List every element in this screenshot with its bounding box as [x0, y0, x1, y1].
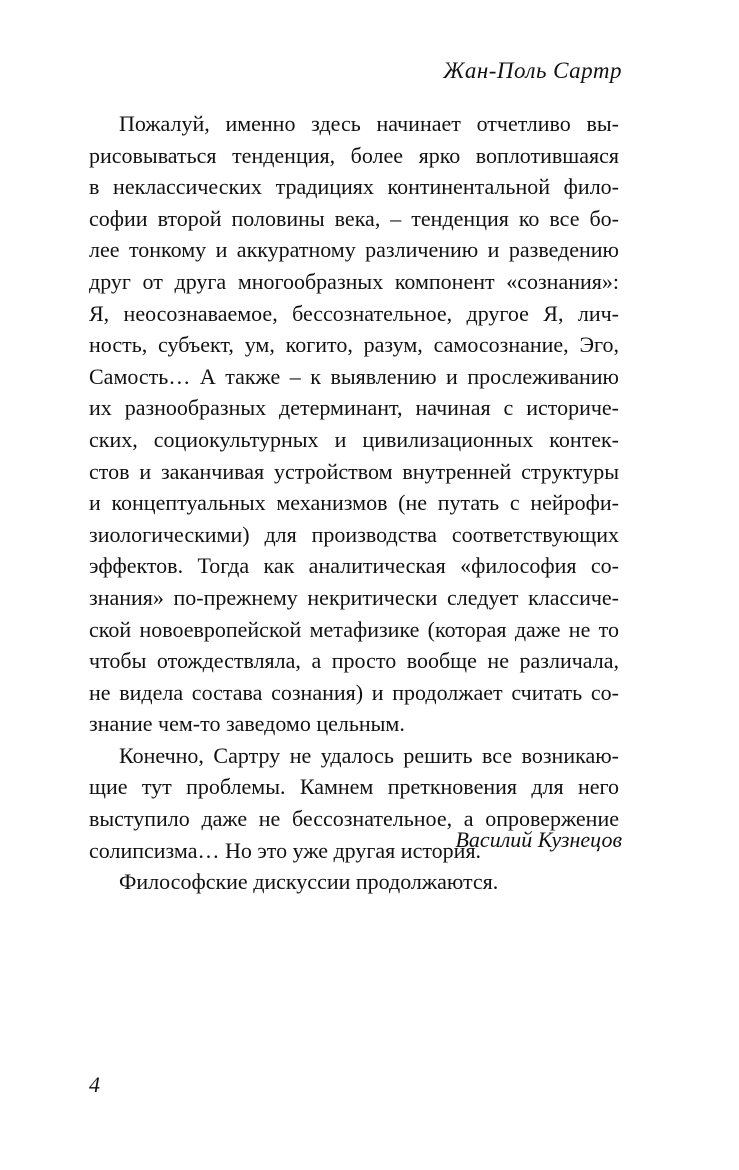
text-line: солипсизма… Но это уже другая история.: [89, 837, 482, 863]
paragraph: [89, 866, 619, 898]
text-line: знание чем-то заведомо цельным.: [89, 711, 405, 737]
body-text: [89, 108, 619, 898]
text-line: эффектов. Тогда как аналитическая «философия со-: [89, 553, 619, 579]
text-line: лее тонкому и аккуратному различению и разведению: [89, 237, 619, 263]
author-signature: Василий Кузнецов: [455, 827, 622, 852]
text-line: их разнообразных детерминант, начиная с историче-: [89, 395, 619, 421]
running-header: Жан-Поль Сартр: [443, 58, 622, 83]
paragraph: [89, 108, 619, 740]
text-line: Я, неосознаваемое, бессознательное, другое Я, лич-: [89, 300, 619, 326]
text-line: зиологическими) для производства соответствующих: [89, 521, 619, 547]
text-line: Пожалуй, именно здесь начинает отчетливо вы-: [119, 111, 619, 136]
text-line: не видела состава сознания) и продолжает считать со-: [89, 679, 619, 705]
text-line: Философские дискуссии продолжаются.: [119, 869, 499, 895]
text-line: в неклассических традициях континентальной фило-: [89, 174, 619, 200]
text-line: друг от друга многообразных компонент «сознания»:: [89, 268, 619, 294]
text-line: ских, социокультурных и цивилизационных контек-: [89, 426, 619, 452]
text-line: Самость… А также – к выявлению и прослеживанию: [89, 363, 619, 389]
text-line: щие тут проблемы. Камнем преткновения для него: [89, 774, 619, 800]
page-number: 4: [89, 1072, 100, 1097]
text-line: и концептуальных механизмов (не путать с нейрофи-: [89, 490, 619, 516]
text-line: знания» по-прежнему некритически следует классиче-: [89, 584, 619, 610]
text-line: стов и заканчивая устройством внутренней структуры: [89, 458, 619, 484]
text-line: чтобы отождествляла, а просто вообще не различала,: [89, 648, 619, 674]
text-line: рисовываться тенденция, более ярко воплотившаяся: [89, 142, 619, 168]
text-line: выступило даже не бессознательное, а опровержение: [89, 806, 619, 832]
text-line: ность, субъект, ум, когито, разум, самосознание, Эго,: [89, 332, 619, 358]
text-line: ской новоевропейской метафизике (которая даже не то: [89, 616, 619, 642]
text-line: Конечно, Сартру не удалось решить все возникаю-: [119, 742, 619, 768]
text-line: софии второй половины века, – тенденция ко все бо-: [89, 205, 619, 231]
